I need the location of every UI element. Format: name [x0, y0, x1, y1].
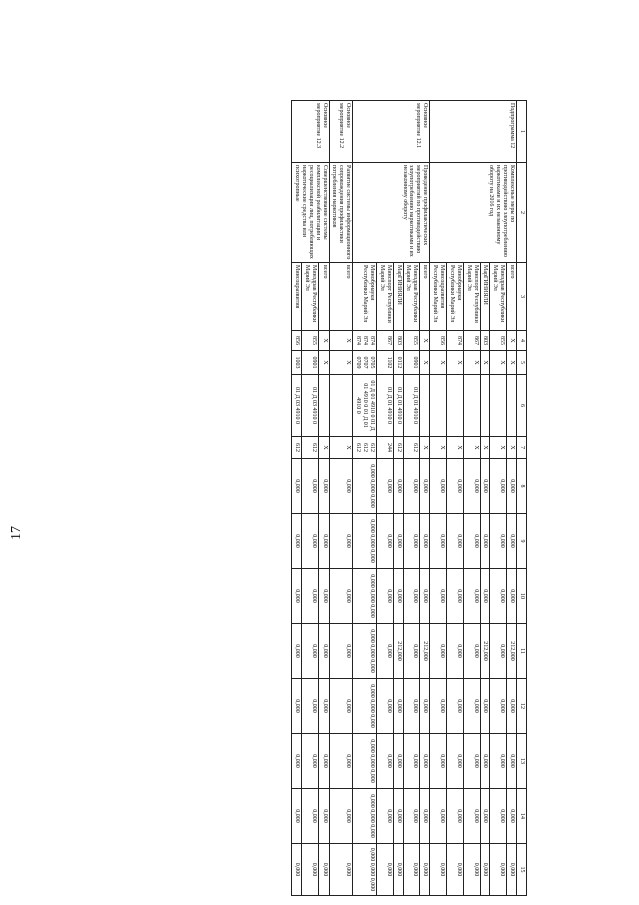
amount-cell: 0,000 — [463, 459, 480, 514]
amount-cell: 0,000 — [446, 789, 463, 844]
expense-type: X — [507, 437, 517, 459]
column-header: 10 — [517, 569, 527, 624]
column-header: 8 — [517, 459, 527, 514]
section-code: X — [480, 351, 490, 375]
target-article — [446, 375, 463, 437]
amount-cell: 0,000 — [376, 459, 393, 514]
section-code: X — [507, 351, 517, 375]
amount-cell: 0,000 — [376, 734, 393, 789]
amount-cell: 0,000 — [292, 459, 302, 514]
executor: всего — [507, 263, 517, 331]
amount-cell: 0,000 — [376, 844, 393, 896]
grbs-code: 856 — [292, 331, 302, 351]
amount-cell: 0,000 — [430, 569, 447, 624]
program-description: Развитие системы информационного сопровождения профилактики потребления наркотиков — [329, 163, 353, 263]
executor: всего — [329, 263, 353, 331]
amount-cell: 0,000 — [430, 514, 447, 569]
amount-cell: 0,000 — [403, 679, 420, 734]
target-article — [420, 375, 430, 437]
amount-cell: 0,000 — [376, 569, 393, 624]
executor: всего — [420, 263, 430, 331]
grbs-code: 855 — [403, 331, 420, 351]
target-article: 01 Д 03 4910 0 — [292, 375, 302, 437]
column-header: 14 — [517, 789, 527, 844]
table-row — [420, 101, 430, 896]
section-code: 1102 — [376, 351, 393, 375]
amount-cell: 0,000 — [430, 624, 447, 679]
section-code: X — [420, 351, 430, 375]
grbs-code: 867 — [463, 331, 480, 351]
amount-cell: 0,000 — [507, 569, 517, 624]
expense-type: 612 — [302, 437, 319, 459]
grbs-code: 874 874 874 — [353, 331, 377, 351]
amount-cell: 0,000 — [463, 789, 480, 844]
amount-cell: 0,000 — [319, 679, 329, 734]
column-header: 9 — [517, 514, 527, 569]
amount-cell: 0,000 — [292, 514, 302, 569]
expense-type: 244 — [376, 437, 393, 459]
executor: Минздрав Республики Марий Эл — [403, 263, 420, 331]
expense-type: X — [480, 437, 490, 459]
amount-cell: 0,000 — [403, 624, 420, 679]
expense-type: X — [490, 437, 507, 459]
amount-cell: 0,000 — [507, 844, 517, 896]
amount-cell: 0,000 0,000 0,000 — [353, 789, 377, 844]
amount-cell: 0,000 — [329, 459, 353, 514]
executor: Минсоцразвития Республики Марий Эл — [430, 263, 447, 331]
amount-cell: 0,000 — [292, 679, 302, 734]
amount-cell: 0,000 — [292, 734, 302, 789]
grbs-code: X — [319, 331, 329, 351]
amount-cell: 0,000 — [480, 734, 490, 789]
section-code: 0112 — [393, 351, 403, 375]
program-description: Проведение профилактических мероприятий по противодействию злоупотреблению наркотиками и их незаконному обороту — [353, 163, 430, 263]
amount-cell: 0,000 — [403, 569, 420, 624]
amount-cell: 0,000 — [403, 459, 420, 514]
expense-type: 612 612 612 — [353, 437, 377, 459]
grbs-code: 803 — [393, 331, 403, 351]
amount-cell: 212,000 — [507, 624, 517, 679]
section-code: X — [430, 351, 447, 375]
column-header: 5 — [517, 351, 527, 375]
amount-cell: 0,000 — [507, 514, 517, 569]
expense-type: X — [319, 437, 329, 459]
amount-cell: 0,000 — [393, 514, 403, 569]
target-article — [430, 375, 447, 437]
amount-cell: 0,000 — [420, 789, 430, 844]
section-code: X — [319, 351, 329, 375]
target-article — [490, 375, 507, 437]
amount-cell: 0,000 — [430, 459, 447, 514]
amount-cell: 0,000 — [420, 569, 430, 624]
amount-cell: 212,000 — [420, 624, 430, 679]
amount-cell: 0,000 — [393, 789, 403, 844]
program-name: Основное мероприятие 12.1 — [353, 101, 430, 163]
amount-cell: 0,000 — [446, 514, 463, 569]
amount-cell: 0,000 — [329, 844, 353, 896]
column-header: 12 — [517, 679, 527, 734]
amount-cell: 0,000 — [507, 789, 517, 844]
amount-cell: 0,000 — [329, 569, 353, 624]
amount-cell: 0,000 — [393, 844, 403, 896]
amount-cell: 0,000 — [463, 844, 480, 896]
executor: Минздрав Республики Марий Эл — [302, 263, 319, 331]
amount-cell: 0,000 — [463, 734, 480, 789]
expense-type: X — [430, 437, 447, 459]
amount-cell: 0,000 — [490, 679, 507, 734]
amount-cell: 0,000 — [319, 624, 329, 679]
grbs-code: 803 — [480, 331, 490, 351]
expense-type: X — [463, 437, 480, 459]
amount-cell: 0,000 — [403, 514, 420, 569]
program-name: Основное мероприятие 12.2 — [329, 101, 353, 163]
expense-type: X — [420, 437, 430, 459]
amount-cell: 0,000 — [463, 624, 480, 679]
amount-cell: 0,000 — [480, 844, 490, 896]
amount-cell: 212,000 — [480, 624, 490, 679]
amount-cell: 0,000 — [302, 679, 319, 734]
grbs-code: 856 — [430, 331, 447, 351]
executor: Минобрнауки Республики Марий Эл — [353, 263, 377, 331]
column-header: 7 — [517, 437, 527, 459]
executor: МарГИНИЯЛИ — [480, 263, 490, 331]
amount-cell: 0,000 — [446, 459, 463, 514]
amount-cell: 0,000 — [319, 789, 329, 844]
amount-cell: 0,000 — [463, 679, 480, 734]
amount-cell: 0,000 — [507, 459, 517, 514]
amount-cell: 0,000 — [302, 789, 319, 844]
page-number: 17 — [9, 526, 24, 540]
amount-cell: 0,000 — [420, 734, 430, 789]
expense-type: 612 — [292, 437, 302, 459]
amount-cell: 0,000 — [446, 734, 463, 789]
amount-cell: 0,000 — [329, 789, 353, 844]
amount-cell: 0,000 0,000 0,000 — [353, 569, 377, 624]
amount-cell: 0,000 — [403, 734, 420, 789]
executor: Минспорт Республики Марий Эл — [463, 263, 480, 331]
column-header: 3 — [517, 263, 527, 331]
column-header: 13 — [517, 734, 527, 789]
amount-cell: 0,000 — [376, 514, 393, 569]
grbs-code: X — [420, 331, 430, 351]
amount-cell: 0,000 — [490, 844, 507, 896]
executor: МарГИНИЯЛИ — [393, 263, 403, 331]
amount-cell: 0,000 — [376, 789, 393, 844]
executor: Минобрнауки Республики Марий Эл — [446, 263, 463, 331]
executor: Минспорт Республики Марий Эл — [376, 263, 393, 331]
section-code: 0901 — [403, 351, 420, 375]
table-row — [507, 101, 517, 896]
amount-cell: 0,000 — [292, 844, 302, 896]
amount-cell: 0,000 0,000 0,000 — [353, 844, 377, 896]
target-article — [463, 375, 480, 437]
grbs-code: X — [507, 331, 517, 351]
program-name: Подпрограмма 12 — [430, 101, 517, 163]
amount-cell: 0,000 — [490, 624, 507, 679]
amount-cell: 0,000 — [420, 679, 430, 734]
section-code: 0901 — [302, 351, 319, 375]
target-article: 01 Д 01 4910 0 — [393, 375, 403, 437]
amount-cell: 0,000 — [319, 734, 329, 789]
table-row — [319, 101, 329, 896]
expense-type: 612 — [393, 437, 403, 459]
amount-cell: 0,000 — [446, 844, 463, 896]
amount-cell: 0,000 — [403, 789, 420, 844]
amount-cell: 0,000 — [319, 844, 329, 896]
amount-cell: 0,000 0,000 0,000 — [353, 514, 377, 569]
expense-type: 612 — [403, 437, 420, 459]
amount-cell: 0,000 — [420, 459, 430, 514]
amount-cell: 0,000 — [490, 514, 507, 569]
amount-cell: 0,000 — [480, 569, 490, 624]
amount-cell: 0,000 — [393, 459, 403, 514]
column-header: 4 — [517, 331, 527, 351]
section-code: 0705 0707 0709 — [353, 351, 377, 375]
amount-cell: 0,000 — [376, 679, 393, 734]
amount-cell: 0,000 — [302, 459, 319, 514]
amount-cell: 0,000 — [393, 569, 403, 624]
executor: всего — [319, 263, 329, 331]
amount-cell: 0,000 — [292, 624, 302, 679]
section-code: X — [490, 351, 507, 375]
amount-cell: 0,000 0,000 0,000 — [353, 624, 377, 679]
target-article — [507, 375, 517, 437]
amount-cell: 0,000 — [463, 514, 480, 569]
amount-cell: 0,000 — [490, 569, 507, 624]
grbs-code: 855 — [490, 331, 507, 351]
program-description: Комплексные меры по противодействию злоупотреблению наркотиками и их незаконному обороту на 2016 год — [430, 163, 517, 263]
grbs-code: X — [329, 331, 353, 351]
grbs-code: 874 — [446, 331, 463, 351]
amount-cell: 212,000 — [393, 624, 403, 679]
amount-cell: 0,000 — [302, 624, 319, 679]
amount-cell: 0,000 — [302, 569, 319, 624]
amount-cell: 0,000 — [319, 459, 329, 514]
program-description: Совершенствование системы комплексной реабилитации и ресоциализации лиц, потребляющих наркотические средства или психотропные — [292, 163, 329, 263]
amount-cell: 0,000 — [490, 734, 507, 789]
amount-cell: 0,000 — [490, 789, 507, 844]
amount-cell: 0,000 — [463, 569, 480, 624]
target-article — [329, 375, 353, 437]
section-code: X — [463, 351, 480, 375]
amount-cell: 0,000 — [430, 679, 447, 734]
column-header: 2 — [517, 163, 527, 263]
amount-cell: 0,000 — [430, 844, 447, 896]
amount-cell: 0,000 — [430, 789, 447, 844]
amount-cell: 0,000 — [446, 679, 463, 734]
amount-cell: 0,000 — [302, 734, 319, 789]
header-row — [517, 101, 527, 896]
amount-cell: 0,000 — [302, 844, 319, 896]
table-row — [329, 101, 353, 896]
amount-cell: 0,000 — [507, 679, 517, 734]
target-article: 01 Д 01 4910 0 — [376, 375, 393, 437]
amount-cell: 0,000 — [376, 624, 393, 679]
amount-cell: 0,000 — [507, 734, 517, 789]
amount-cell: 0,000 — [319, 514, 329, 569]
amount-cell: 0,000 — [446, 624, 463, 679]
grbs-code: 855 — [302, 331, 319, 351]
target-article: 01 Д 01 4910 0 — [403, 375, 420, 437]
target-article: 01 Д 03 4910 0 — [302, 375, 319, 437]
amount-cell: 0,000 — [446, 569, 463, 624]
executor: Минздрав Республики Марий Эл — [490, 263, 507, 331]
column-header: 15 — [517, 844, 527, 896]
program-name: Основное мероприятие 12.3 — [292, 101, 329, 163]
amount-cell: 0,000 — [329, 734, 353, 789]
amount-cell: 0,000 — [302, 514, 319, 569]
column-header: 6 — [517, 375, 527, 437]
expense-type: X — [329, 437, 353, 459]
amount-cell: 0,000 0,000 0,000 — [353, 734, 377, 789]
amount-cell: 0,000 — [393, 679, 403, 734]
amount-cell: 0,000 — [393, 734, 403, 789]
grbs-code: 867 — [376, 331, 393, 351]
section-code: 1003 — [292, 351, 302, 375]
amount-cell: 0,000 — [292, 569, 302, 624]
section-code: X — [329, 351, 353, 375]
budget-table — [291, 100, 527, 896]
expense-type: X — [446, 437, 463, 459]
target-article — [480, 375, 490, 437]
amount-cell: 0,000 — [420, 844, 430, 896]
target-article — [319, 375, 329, 437]
amount-cell: 0,000 — [480, 459, 490, 514]
amount-cell: 0,000 0,000 0,000 — [353, 459, 377, 514]
amount-cell: 0,000 — [490, 459, 507, 514]
amount-cell: 0,000 — [480, 514, 490, 569]
amount-cell: 0,000 — [329, 679, 353, 734]
column-header: 11 — [517, 624, 527, 679]
column-header: 1 — [517, 101, 527, 163]
amount-cell: 0,000 0,000 0,000 — [353, 679, 377, 734]
amount-cell: 0,000 — [329, 624, 353, 679]
amount-cell: 0,000 — [319, 569, 329, 624]
section-code: X — [446, 351, 463, 375]
amount-cell: 0,000 — [480, 679, 490, 734]
amount-cell: 0,000 — [430, 734, 447, 789]
target-article: 01 Д 01 4910 0 01 Д 01 4910 0 01 Д 01 4910 0 — [353, 375, 377, 437]
amount-cell: 0,000 — [420, 514, 430, 569]
amount-cell: 0,000 — [403, 844, 420, 896]
amount-cell: 0,000 — [292, 789, 302, 844]
executor: Минсоцразвития — [292, 263, 302, 331]
amount-cell: 0,000 — [329, 514, 353, 569]
amount-cell: 0,000 — [480, 789, 490, 844]
